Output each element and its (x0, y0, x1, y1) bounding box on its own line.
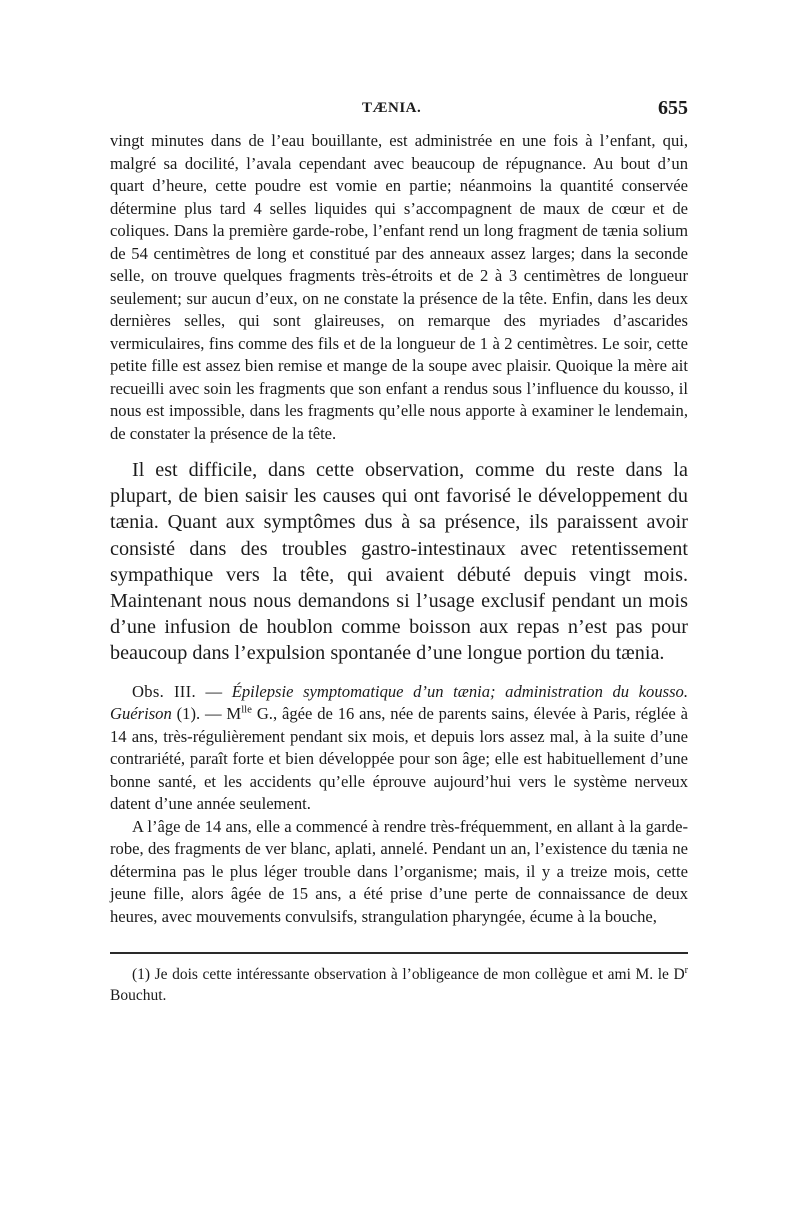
paragraph-case-continuation: vingt minutes dans de l’eau bouillante, est administrée en une fois à l’enfant, qui, malgré sa docilité, l’avala cependant avec beaucoup de répugnance. Au bout d’un quart d’heure, cette poudre est vomie en partie; néanmoins la quantité conservée détermine plus tard 4 selles liquides qui s’accompagnent de maux de cœur et de coliques. Dans la première garde-robe, l’enfant rend un long fragment de tænia solium de 54 centimètres de long et constitué par des anneaux assez larges; dans la seconde selle, on trouve quelques fragments très-étroits et de 2 à 3 centimètres de longueur seulement; sur aucun d’eux, on ne constate la présence de la tête. Enfin, dans les deux dernières selles, qui sont glaireuses, on remarque des myriades d’ascarides vermiculaires, fins comme des fils et de la longueur de 1 à 2 centimètres. Le soir, cette petite fille est assez bien remise et mange de la soupe avec plaisir. Quoique la mère ait recueilli avec soin les fragments que son enfant a rendus sous l’influence du kousso, il nous est impossible, dans les fragments qu’elle nous apporte à examiner le lendemain, de constater la présence de la tête. (110, 131, 688, 443)
footnote (110, 964, 688, 1006)
running-head-title: TÆNIA. (362, 100, 422, 116)
observation-label: Obs. III. (132, 681, 196, 701)
footnote-divider (110, 952, 688, 954)
footnote-text-end: Bouchut. (110, 987, 167, 1005)
paragraph-history: A l’âge de 14 ans, elle a commencé à rendre très-fréquemment, en allant à la garde-robe, des fragments de ver blanc, aplati, annelé. Pendant un an, l’existence du tænia ne détermina pas le plus léger trouble dans l’organisme; mais, il y a treize mois, cette jeune fille, alors âgée de 15 ans, a été prise d’une perte de connaissance de deux heures, avec mouvements convulsifs, strangulation pharyngée, écume à la bouche, (110, 816, 688, 926)
page-number: 655 (658, 97, 688, 119)
footnote-text-start: (1) Je dois cette intéressante observation à l’obligeance de mon collègue et ami M. le D (132, 966, 685, 984)
book-page (110, 97, 688, 1006)
footnote-superscript: r (684, 964, 688, 976)
observation-title: Épilepsie symptomatique d’un tænia; administration du kousso. Guérison (110, 681, 688, 724)
observation-text: G., âgée de 16 ans, née de parents sains, élevée à Paris, réglée à 14 ans, très-régulièrement pendant six mois, et depuis lors assez mal, à la suite d’une contrariété, paraît forte et bien développée pour son âge; elle est habituellement d’une bonne santé, et les accidents qu’elle éprouve aujourd’hui vers le système nerveux datent d’une année seulement. (110, 704, 688, 814)
paragraph-observation-3 (110, 681, 688, 816)
observation-superscript: lle (241, 703, 252, 716)
footnote-reference: (1). (171, 704, 201, 724)
running-head (110, 97, 688, 124)
observation-dash: — (195, 681, 232, 701)
paragraph-commentary: Il est difficile, dans cette observation, comme du reste dans la plupart, de bien saisir les causes qui ont favorisé le développement du tænia. Quant aux symptômes dus à sa présence, ils paraissent avoir consisté dans des troubles gastro-intestinaux avec retentissement sympathique vers la tête, qui avaient débuté depuis vingt mois. Maintenant nous nous demandons si l’usage exclusif pendant un mois d’une infusion de houblon comme boisson aux repas n’est pas pour beaucoup dans l’expulsion spontanée d’une longue portion du tænia. (110, 459, 688, 665)
observation-text-start: — M (200, 704, 242, 724)
